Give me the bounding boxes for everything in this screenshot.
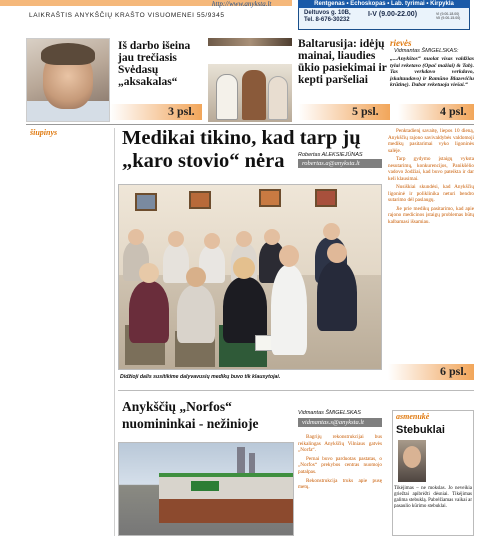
attendee-head [279,245,299,267]
attendee-head [139,263,159,283]
attendee-head [128,229,144,245]
clinic-services: Rentgenas • Echoskopas • Lab. tyrimai • Kirpykla [298,0,470,8]
main-body-paragraph: Nusiškiai skundėsi, kad Anykščių ligoninė ir poliklinika neturi bendro sutarimo dėl paslaugų. [388,184,474,203]
clinic-hours: I-V (9.00-22.00) [368,11,418,18]
second-article-photo[interactable] [118,442,294,536]
clinic-extra-hours [436,12,470,20]
main-body-paragraph: Jie prie medikų pasitarimo, kad apie rajono medicinos įstaigų problemas būtų kalbamasi išsamiau. [388,205,474,225]
main-body-paragraph: Tarp gydymo įstaigų vyksta nesutarimų, konkurencijos, Panikšėlio vadovo žodžiai, kad buvo pateikta ir dar keli klausimai. [388,156,474,182]
teaser-2-title[interactable]: Baltarusija: idėjų mainai, liaudies ūkio pasiekimai ir kepti paršeliai [298,38,387,86]
main-article-page[interactable]: 6 psl. [440,364,467,378]
attendee [129,281,169,343]
attendee [177,285,215,343]
teaser-3-page[interactable]: 4 psl. [440,104,467,118]
clinic-address: Deltuvos g. 10B, [304,10,351,16]
teaser-1-title[interactable]: Iš darbo išeina jau trečiasis Svėdasų „aksakalas“ [118,40,191,88]
attendee-head [204,233,220,249]
teaser-2-photo-strip [208,38,292,46]
teaser-2-figure-1 [216,74,238,120]
attendee-head [264,229,280,245]
main-article-photo[interactable] [118,184,382,370]
stebuklai-title[interactable]: Stebuklai [396,424,445,436]
attendee [271,265,307,355]
rieves-kicker: rievės [390,38,412,48]
second-article-email[interactable]: vidmantas.s@anyksta.lt [298,418,382,427]
masthead-tagline: LAIKRAŠTIS ANYKŠČIŲ KRAŠTO VISUOMENEI 55/9345 [29,12,225,19]
rieves-text: „...Anykštos“ nuolat visas valdžias tylai reketavo (Opač mažiai) & Tab). Tas verkdavo verkdavo, įskaitaudavo) ir Ramūno Blazevičiu krūtinę). Dabar reketuoja viešai.“ [390,56,474,89]
left-column-kicker: šiupinys [30,128,58,137]
masthead-url[interactable]: http://www.anyksta.lt [212,0,272,8]
section-divider [26,124,474,125]
store-front [159,499,294,523]
second-article-body [298,434,382,493]
attendee [223,277,267,343]
main-body-paragraph: Penktadienį savaitę, liepos 10 dieną, Anykščių rajono savivaldybės valdomoji medikų pasitarimai vyko ligoninės salėje. [388,128,474,154]
second-body-paragraph: Pernai buvo parduotas pastatas, o „Norfos“ prekybos centras nuomojo patalpas. [298,455,382,475]
second-body-paragraph: Bagrijų rekonstrukcijai bus reikalingas Anykščių Vilniaus gatvės „Norfa“. [298,434,382,454]
rieves-author: Vidmantas ŠMIGELSKAS: [394,48,459,54]
wall-painting [135,193,157,211]
teaser-1-page[interactable]: 3 psl. [168,104,195,118]
attendee-head [236,231,252,247]
teaser-1-hair [41,43,95,65]
left-column-divider [114,128,115,536]
second-article-author: Vidmantas ŠMIGELSKAS [298,410,361,416]
clinic-hours-sun: VII (9.00-15.00) [436,16,461,20]
clinic-hours-sat: VI (9.00-18.00) [436,12,460,16]
attendee [317,261,357,331]
attendee-head [168,231,184,247]
clinic-address-block [304,10,351,24]
teaser-2-figure-3 [268,76,288,120]
stebuklai-text: Tikėjimas – ne mokslas. Jo neveikia griežtai apibrėžti dėsniai. Tikėjimas galima stebuklą. Pabrėžiamas vaikai ar pasaulio kūrimo stebuklai. [394,486,472,509]
second-article-title[interactable]: Anykščių „Norfos“ nuomininkai - nežinioje [122,399,259,431]
main-photo-caption: Didžioji dalis susitikime dalyvavusių medikų buvo tik klausytojai. [120,374,281,380]
wall-painting [259,189,281,207]
main-article-email[interactable]: robertas.a@anyksta.lt [298,159,382,168]
wall-painting [189,191,211,209]
store-sign [191,481,219,491]
main-article-author: Robertas ALEKSIEJŪNAS [298,152,363,158]
teaser-2-figure-2 [242,70,266,120]
section-divider [118,390,474,391]
stebuklai-face [403,446,421,468]
clinic-phone: Tel. 8-676-30232 [304,17,350,23]
stebuklai-kicker: asmenukė [396,412,430,421]
stebuklai-photo [398,440,426,482]
main-article-title[interactable]: Medikai tikino, kad tarp jų „karo stovio“ nėra [122,127,361,172]
teaser-1-photo[interactable] [26,38,110,122]
attendee-head [186,267,206,287]
main-article-body [388,128,474,227]
attendee-head [323,223,340,240]
attendee-head [327,243,347,263]
attendee-head [233,257,255,279]
wall-painting [315,189,337,207]
teaser-2-page[interactable]: 5 psl. [352,104,379,118]
second-body-paragraph: Rekonstrukcija truks apie pusę metų. [298,477,382,491]
teaser-2-photo[interactable] [208,64,292,122]
